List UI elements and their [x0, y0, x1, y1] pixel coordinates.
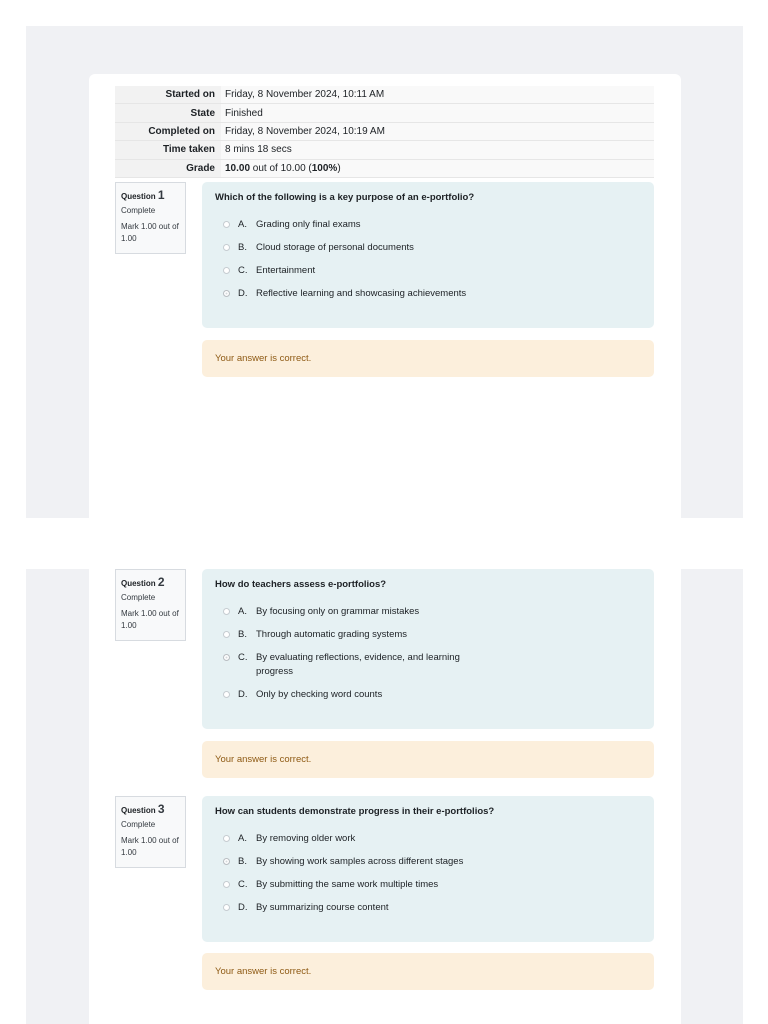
- answer-option-a[interactable]: [215, 605, 641, 619]
- grade-score: 10.00: [225, 162, 251, 174]
- option-letter: D.: [238, 288, 248, 299]
- option-letter: B.: [238, 242, 247, 253]
- question-number: 1: [157, 188, 165, 202]
- question-mark: Mark 1.00 out of 1.00: [121, 836, 179, 857]
- summary-row-state: [115, 104, 654, 122]
- question-mark: Mark 1.00 out of 1.00: [121, 609, 179, 630]
- radio-button[interactable]: [223, 904, 230, 911]
- question-info-1: [115, 182, 186, 254]
- question-info-3: [115, 796, 186, 868]
- option-text: Cloud storage of personal documents: [256, 242, 414, 253]
- summary-row-started: [115, 86, 654, 104]
- option-text: By focusing only on grammar mistakes: [256, 606, 420, 617]
- question-heading: [121, 575, 180, 589]
- answer-option-d[interactable]: [215, 688, 641, 702]
- summary-label: State: [115, 104, 221, 122]
- answer-option-b[interactable]: [215, 628, 641, 642]
- radio-button[interactable]: [223, 835, 230, 842]
- option-text: Reflective learning and showcasing achievements: [256, 288, 467, 299]
- radio-button-selected[interactable]: [223, 858, 230, 865]
- summary-label: Grade: [115, 159, 221, 177]
- radio-button-selected[interactable]: [223, 290, 230, 297]
- option-letter: C.: [238, 265, 248, 276]
- radio-button[interactable]: [223, 267, 230, 274]
- option-text: Entertainment: [256, 265, 316, 276]
- grade-end: ): [337, 162, 341, 174]
- summary-value: 8 mins 18 secs: [221, 141, 654, 159]
- option-letter: B.: [238, 629, 247, 640]
- option-letter: D.: [238, 689, 248, 700]
- grade-percent: 100%: [311, 162, 338, 174]
- feedback-box: Your answer is correct.: [202, 953, 654, 990]
- question-state: Complete: [121, 820, 156, 829]
- radio-button[interactable]: [223, 608, 230, 615]
- answer-option-d[interactable]: [215, 287, 641, 301]
- question-text: How do teachers assess e-portfolios?: [215, 579, 387, 590]
- question-text: How can students demonstrate progress in their e-portfolios?: [215, 806, 495, 817]
- summary-label: Completed on: [115, 122, 221, 140]
- option-text: By removing older work: [256, 833, 356, 844]
- radio-button[interactable]: [223, 244, 230, 251]
- option-letter: D.: [238, 902, 248, 913]
- option-text: Through automatic grading systems: [256, 629, 408, 640]
- summary-row-grade: [115, 159, 654, 177]
- radio-button[interactable]: [223, 881, 230, 888]
- grade-value: [221, 159, 654, 177]
- answer-option-c[interactable]: [215, 651, 641, 679]
- option-letter: C.: [238, 879, 248, 890]
- answer-option-b[interactable]: [215, 855, 641, 869]
- answer-option-c[interactable]: [215, 878, 641, 892]
- radio-button[interactable]: [223, 691, 230, 698]
- summary-row-completed: [115, 122, 654, 140]
- radio-button-selected[interactable]: [223, 654, 230, 661]
- option-text: Only by checking word counts: [256, 689, 383, 700]
- question-label: Question: [121, 806, 156, 815]
- answer-option-b[interactable]: [215, 241, 641, 255]
- summary-value: Friday, 8 November 2024, 10:11 AM: [221, 86, 654, 104]
- option-text: By submitting the same work multiple times: [256, 879, 439, 890]
- radio-button[interactable]: [223, 631, 230, 638]
- answer-option-d[interactable]: [215, 901, 641, 915]
- attempt-summary-table: [115, 86, 654, 178]
- question-content-2: [202, 569, 654, 729]
- summary-value: Finished: [221, 104, 654, 122]
- option-text: Grading only final exams: [256, 219, 361, 230]
- question-label: Question: [121, 579, 156, 588]
- answer-option-c[interactable]: [215, 264, 641, 278]
- summary-value: Friday, 8 November 2024, 10:19 AM: [221, 122, 654, 140]
- option-letter: A.: [238, 833, 247, 844]
- option-letter: B.: [238, 856, 247, 867]
- option-letter: C.: [238, 652, 248, 663]
- option-letter: A.: [238, 219, 247, 230]
- answer-option-a[interactable]: [215, 218, 641, 232]
- summary-row-time: [115, 141, 654, 159]
- radio-button[interactable]: [223, 221, 230, 228]
- question-content-1: [202, 182, 654, 328]
- option-text: By evaluating reflections, evidence, and learning progress: [256, 652, 460, 677]
- feedback-box: Your answer is correct.: [202, 340, 654, 377]
- summary-label: Started on: [115, 86, 221, 104]
- question-info-2: [115, 569, 186, 641]
- question-text: Which of the following is a key purpose of an e-portfolio?: [215, 192, 475, 203]
- summary-label: Time taken: [115, 141, 221, 159]
- question-heading: [121, 188, 180, 202]
- question-content-3: [202, 796, 654, 942]
- answer-option-a[interactable]: [215, 832, 641, 846]
- question-number: 3: [157, 802, 165, 816]
- option-letter: A.: [238, 606, 247, 617]
- grade-mid: out of 10.00 (: [250, 162, 312, 174]
- feedback-box: Your answer is correct.: [202, 741, 654, 778]
- question-mark: Mark 1.00 out of 1.00: [121, 222, 179, 243]
- question-state: Complete: [121, 206, 156, 215]
- option-text: By summarizing course content: [256, 902, 389, 913]
- question-state: Complete: [121, 593, 156, 602]
- option-text: By showing work samples across different stages: [256, 856, 464, 867]
- question-label: Question: [121, 192, 156, 201]
- question-heading: [121, 802, 180, 816]
- question-number: 2: [157, 575, 165, 589]
